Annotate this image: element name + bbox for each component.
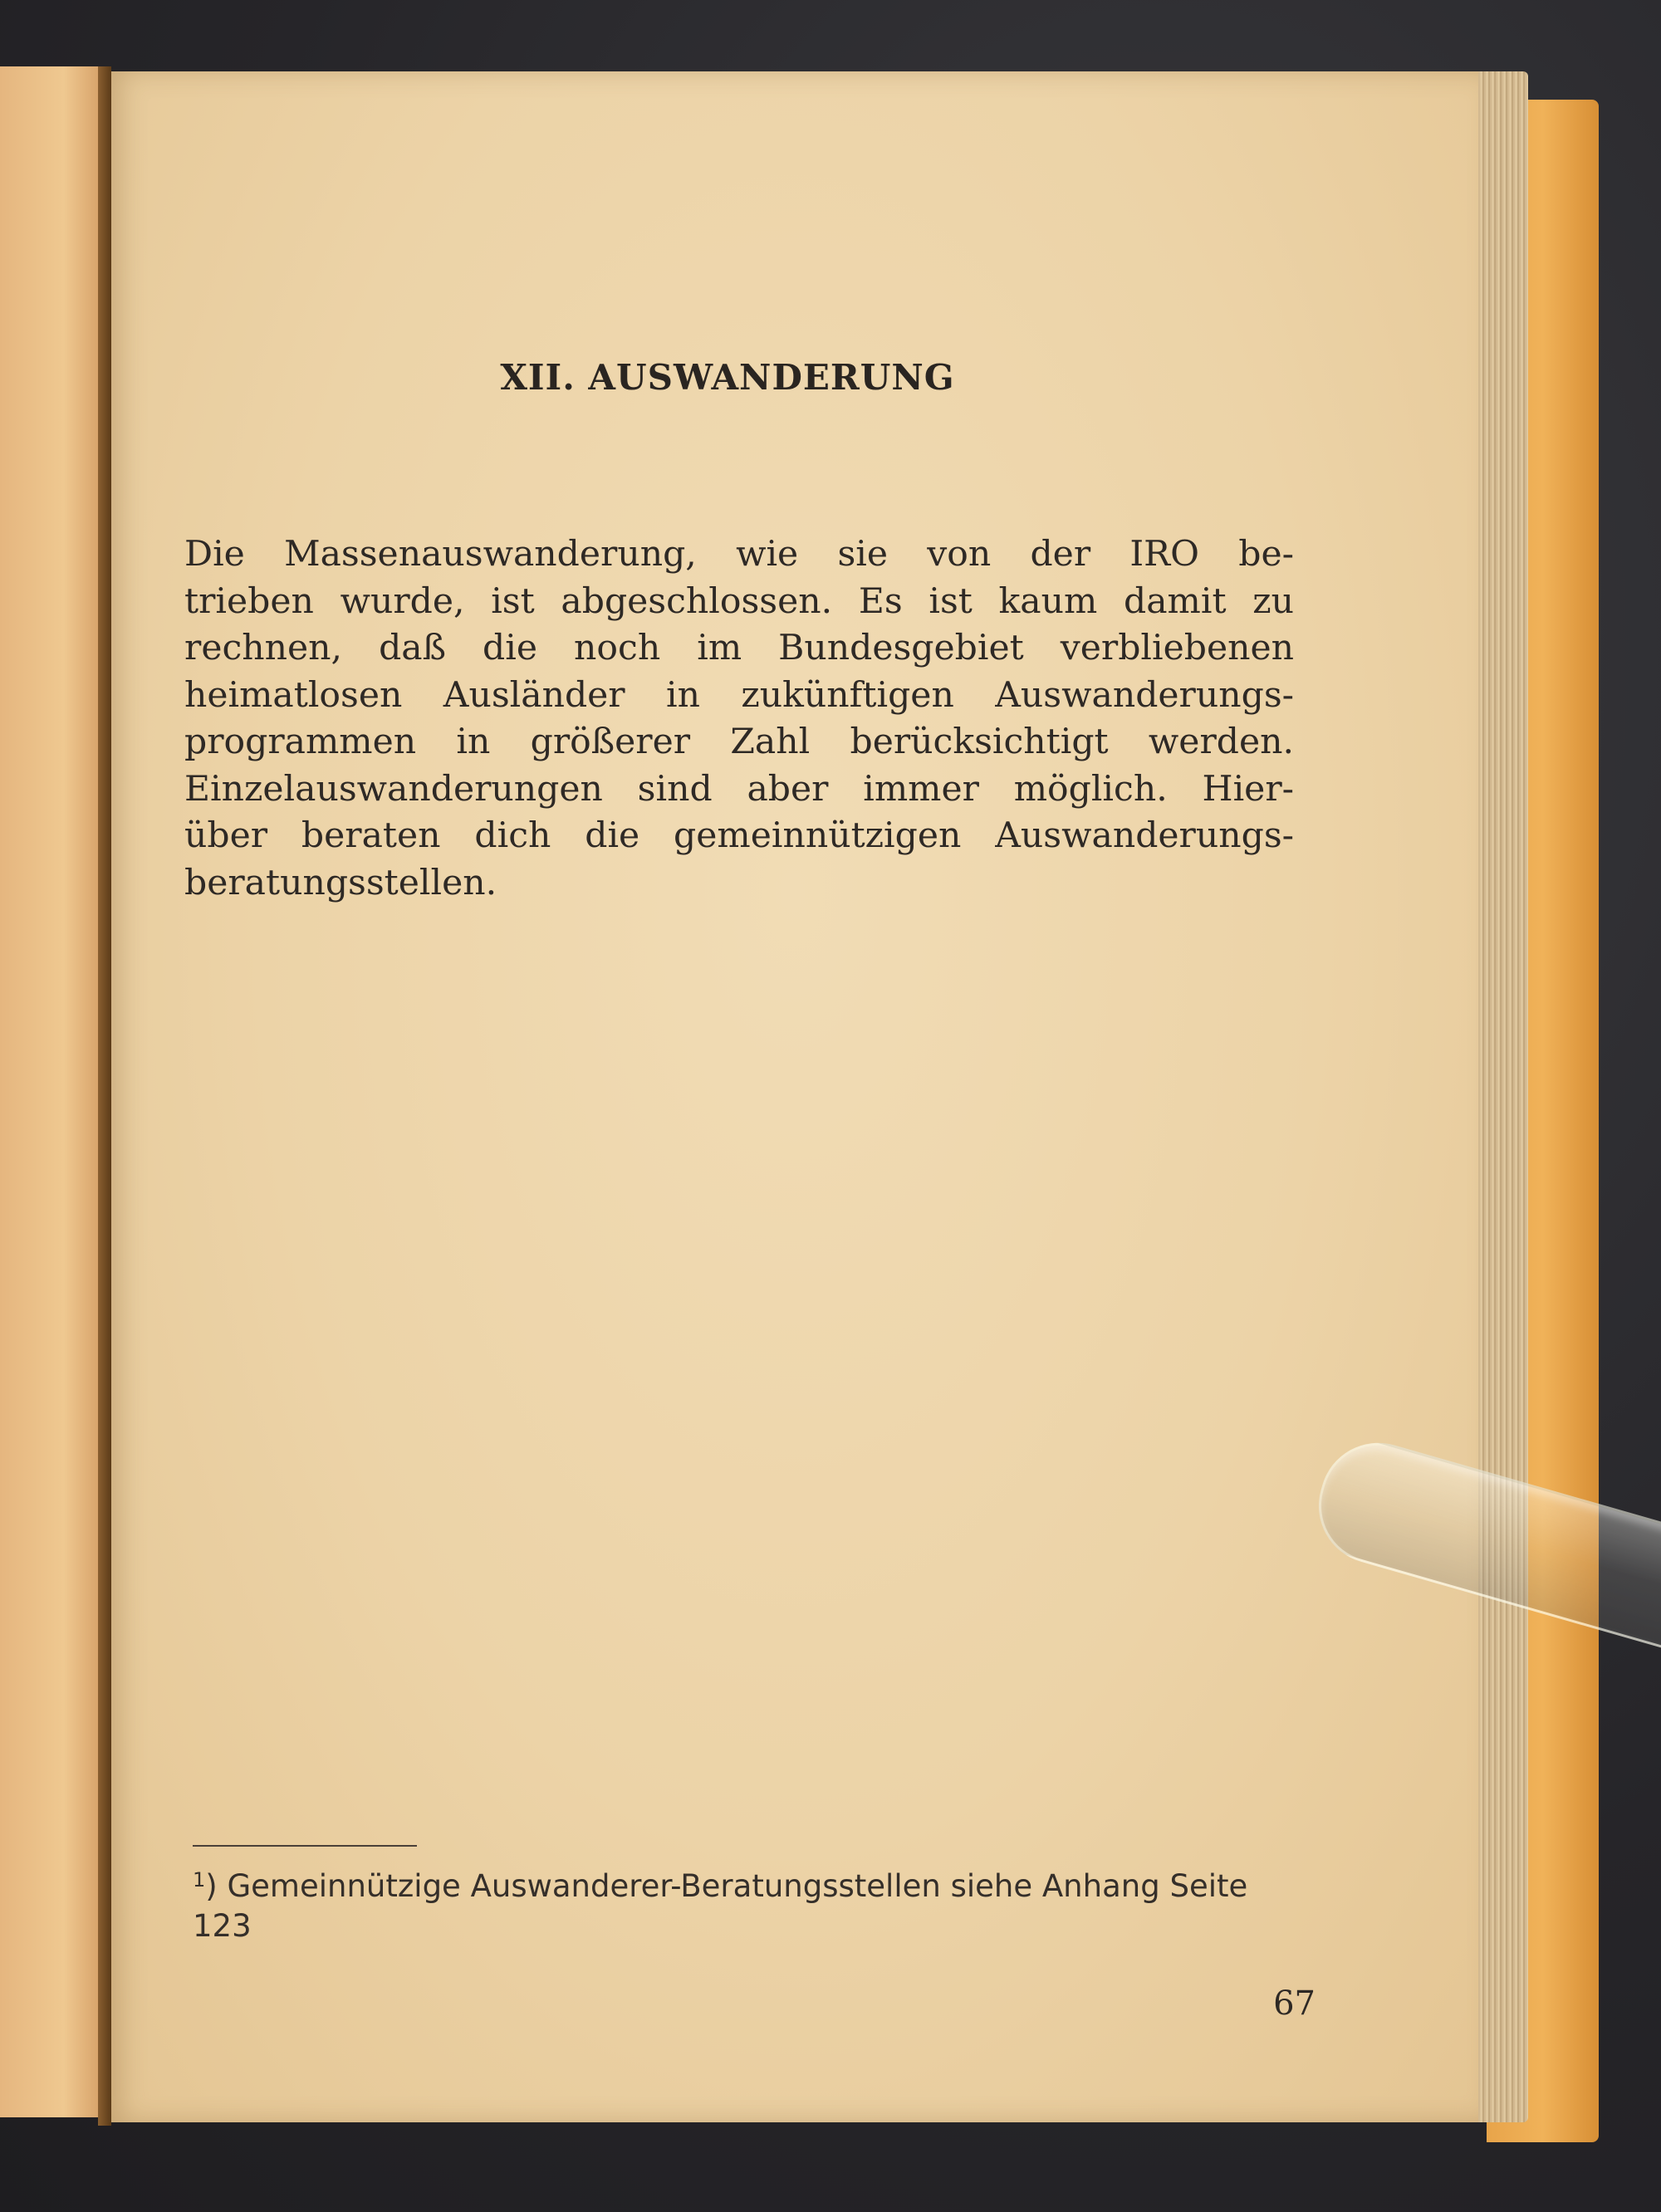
footnote-rule (193, 1845, 417, 1847)
footnote (193, 1860, 1302, 1946)
paragraph-line: über beraten dich die gemeinnützigen Auswanderungs- (184, 815, 1294, 856)
paragraph-line: heimatlosen Ausländer in zukünftigen Auswanderungs- (184, 674, 1294, 716)
footnote-marker-close: ) (205, 1868, 218, 1904)
paragraph-line: programmen in größerer Zahl berücksichtigt werden. (184, 722, 1294, 762)
body-paragraph (184, 531, 1294, 907)
paragraph-line: rechnen, daß die noch im Bundesgebiet verbliebenen (184, 628, 1294, 668)
paragraph-line: beratungsstellen. (184, 862, 497, 903)
paragraph-line: Einzelauswanderungen sind aber immer möglich. Hier- (184, 768, 1294, 810)
footnote-text: Gemeinnützige Auswanderer-Beratungsstellen siehe Anhang Seite 123 (193, 1868, 1248, 1944)
paragraph-line: trieben wurde, ist abgeschlossen. Es ist kaum damit zu (184, 580, 1294, 622)
page-number: 67 (1273, 1984, 1316, 2023)
chapter-heading: XII. AUSWANDERUNG (500, 357, 955, 398)
footnote-marker: 1 (193, 1868, 206, 1891)
paragraph-line: Die Massenauswanderung, wie sie von der IRO be- (184, 534, 1294, 575)
